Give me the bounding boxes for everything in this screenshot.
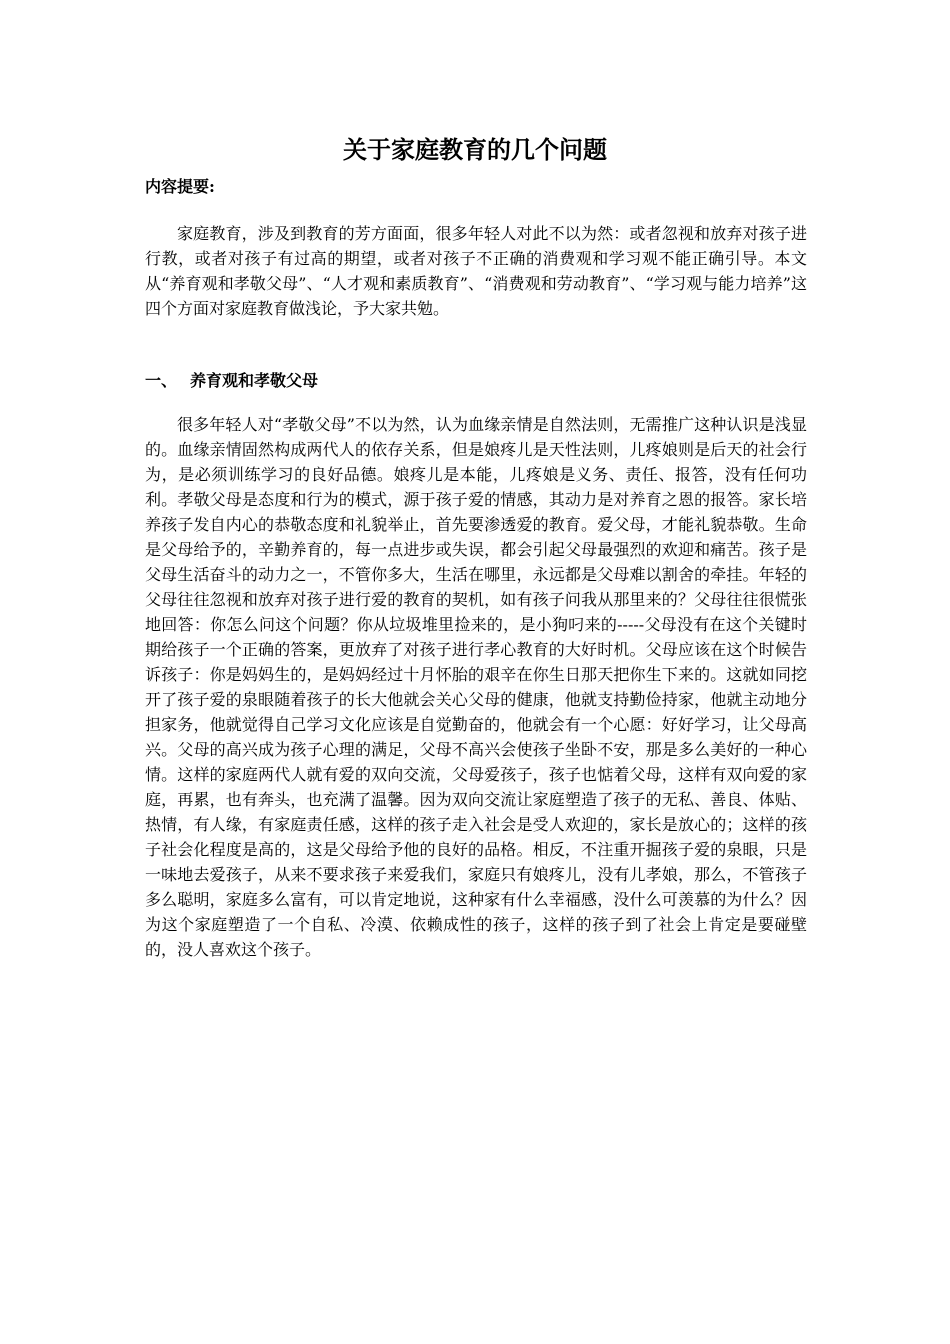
- section-1-number: 一、: [145, 371, 178, 390]
- document-title: 关于家庭教育的几个问题: [343, 135, 607, 164]
- section-1-heading: [145, 369, 318, 393]
- section-1-title: 养育观和孝敬父母: [190, 371, 319, 390]
- abstract-label: 内容提要:: [145, 177, 215, 196]
- abstract-paragraph: 家庭教育，涉及到教育的芳方面面，很多年轻人对此不以为然：或者忽视和放弃对孩子进行教，或者对孩子有过高的期望，或者对孩子不正确的消费观和学习观不能正确引导。本文从“养育观和孝敬父母”、“人才观和素质教育”、“消费观和劳动教育”、“学习观与能力培养”这四个方面对家庭教育做浅论，予大家共勉。: [145, 224, 807, 318]
- section-1-paragraph: 很多年轻人对“孝敬父母”不以为然，认为血缘亲情是自然法则，无需推广这种认识是浅显的。血缘亲情固然构成两代人的依存关系，但是娘疼儿是天性法则，儿疼娘则是后天的社会行为，是必须训练学习的良好品德。娘疼儿是本能，儿疼娘是义务、责任、报答，没有任何功利。孝敬父母是态度和行为的模式，源于孩子爱的情感，其动力是对养育之恩的报答。家长培养孩子发自内心的恭敬态度和礼貌举止，首先要渗透爱的教育。爱父母，才能礼貌恭敬。生命是父母给予的，辛勤养育的，每一点进步或失误，都会引起父母最强烈的欢迎和痛苦。孩子是父母生活奋斗的动力之一，不管你多大，生活在哪里，永远都是父母难以割舍的牵挂。年轻的父母往往忽视和放弃对孩子进行爱的教育的契机，如有孩子问我从那里来的？父母往往很慌张地回答：你怎么问这个问题？你从垃圾堆里捡来的，是小狗叼来的-----父母没有在这个关键时期给孩子一个正确的答案，更放弃了对孩子进行孝心教育的大好时机。父母应该在这个时候告诉孩子：你是妈妈生的，是妈妈经过十月怀胎的艰辛在你生日那天把你生下来的。这就如同挖开了孩子爱的泉眼随着孩子的长大他就会关心父母的健康，他就支持勤俭持家，他就主动地分担家务，他就觉得自己学习文化应该是自觉勤奋的，他就会有一个心愿：好好学习，让父母高兴。父母的高兴成为孩子心理的满足，父母不高兴会使孩子坐卧不安，那是多么美好的一种心情。这样的家庭两代人就有爱的双向交流，父母爱孩子，孩子也惦着父母，这样有双向爱的家庭，再累，也有奔头，也充满了温馨。因为双向交流让家庭塑造了孩子的无私、善良、体贴、热情，有人缘，有家庭责任感，这样的孩子走入社会是受人欢迎的，家长是放心的；这样的孩子社会化程度是高的，这是父母给予他的良好的品格。相反，不注重开掘孩子爱的泉眼，只是一味地去爱孩子，从来不要求孩子来爱我们，家庭只有娘疼儿，没有儿孝娘，那么，不管孩子多么聪明，家庭多么富有，可以肯定地说，这种家有什么幸福感，没什么可羡慕的为什么？因为这个家庭塑造了一个自私、冷漠、依赖成性的孩子，这样的孩子到了社会上肯定是要碰壁的，没人喜欢这个孩子。: [145, 415, 807, 959]
